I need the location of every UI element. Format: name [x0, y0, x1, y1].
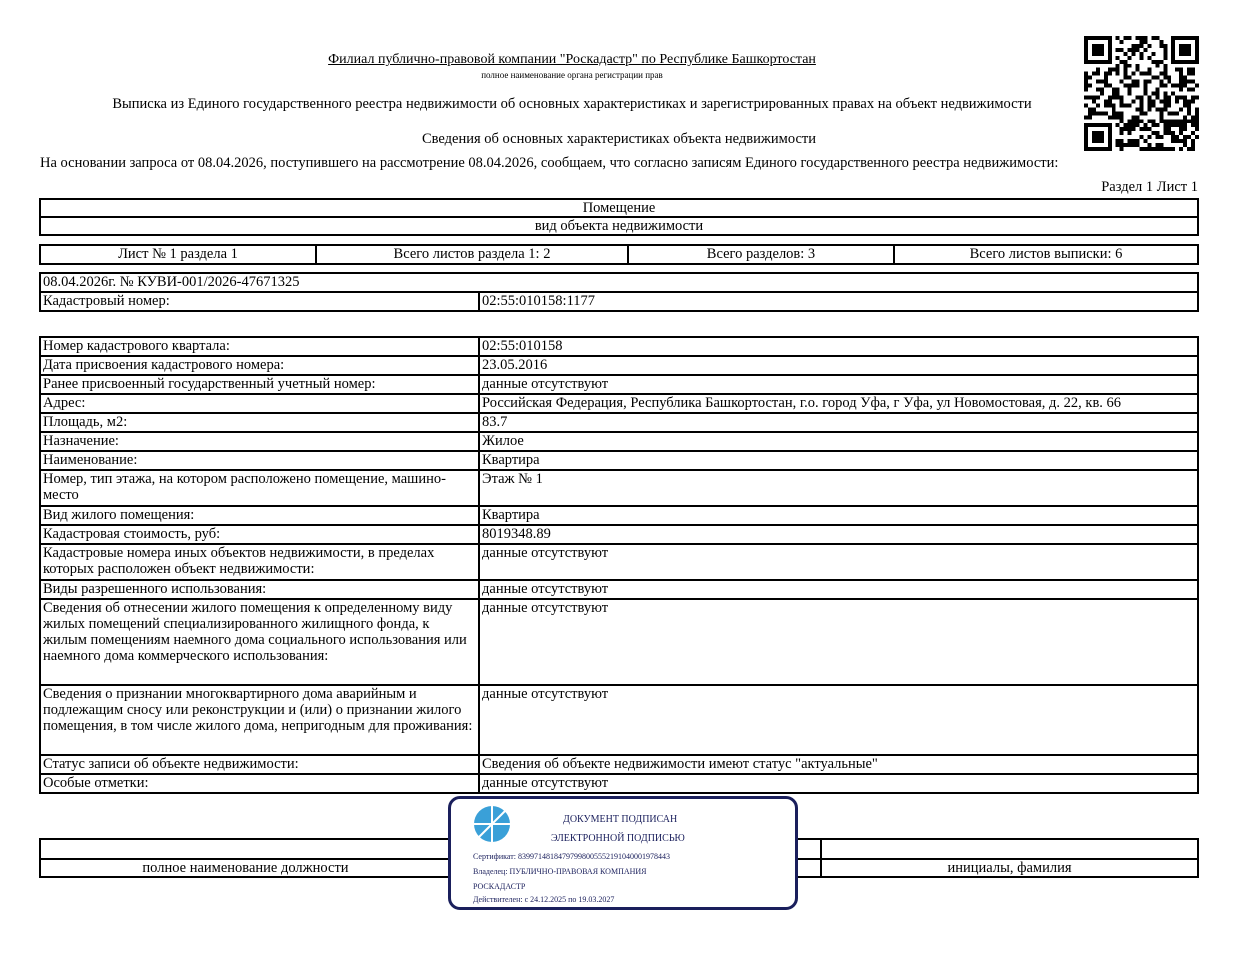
row-label: Наименование: — [40, 451, 479, 470]
stamp-certificate: Сертификат: 839971481847979980055521910400019784​43 — [473, 852, 670, 861]
table-row — [40, 506, 1198, 525]
sheets-total: Всего листов выписки: 6 — [894, 245, 1198, 264]
qr-code-icon — [1084, 36, 1199, 151]
table-row — [40, 451, 1198, 470]
table-row — [40, 544, 1198, 580]
sheet-number: Лист № 1 раздела 1 — [40, 245, 316, 264]
row-label: Назначение: — [40, 432, 479, 451]
name-caption: инициалы, фамилия — [821, 859, 1198, 877]
doc-number: 08.04.2026г. № КУВИ-001/2026-47671325 — [40, 273, 1198, 292]
sheets-table — [39, 244, 1199, 265]
basis-text: На основании запроса от 08.04.2026, поступившего на рассмотрение 08.04.2026, сообщаем, что согласно записям Единого государственного реестра недвижимости: — [40, 155, 1059, 171]
electronic-signature-stamp — [448, 796, 798, 910]
row-label: Кадастровая стоимость, руб: — [40, 525, 479, 544]
stamp-line-1: ДОКУМЕНТ ПОДПИСАН — [563, 814, 678, 825]
object-type: Помещение — [40, 199, 1198, 217]
row-value: 02:55:010158 — [479, 337, 1198, 356]
table-row — [40, 580, 1198, 599]
roskadastr-logo-icon — [473, 805, 511, 843]
object-type-caption: вид объекта недвижимости — [40, 217, 1198, 235]
sections-total: Всего разделов: 3 — [628, 245, 894, 264]
table-row — [40, 432, 1198, 451]
section-page: Раздел 1 Лист 1 — [1101, 179, 1198, 195]
table-row — [40, 337, 1198, 356]
row-label: Сведения о признании многоквартирного дома аварийным и подлежащим сносу или реконструкции и (или) о признании жилого помещения, в том числе жилого дома, непригодным для проживания: — [40, 685, 479, 755]
row-value: Жилое — [479, 432, 1198, 451]
row-value: 23.05.2016 — [479, 356, 1198, 375]
table-row — [40, 375, 1198, 394]
stamp-owner-2: РОСКАДАСТР — [473, 882, 526, 891]
cadastral-number-value: 02:55:010158:1177 — [479, 292, 1198, 311]
row-value: данные отсутствуют — [479, 544, 1198, 580]
cadastral-number-label: Кадастровый номер: — [40, 292, 479, 311]
table-row — [40, 394, 1198, 413]
row-value: Квартира — [479, 451, 1198, 470]
object-type-table — [39, 198, 1199, 236]
table-row — [40, 755, 1198, 774]
table-row — [40, 525, 1198, 544]
row-value: данные отсутствуют — [479, 375, 1198, 394]
table-row — [40, 685, 1198, 755]
sheets-in-section: Всего листов раздела 1: 2 — [316, 245, 628, 264]
stamp-line-2: ЭЛЕКТРОННОЙ ПОДПИСЬЮ — [551, 833, 685, 844]
row-value: Этаж № 1 — [479, 470, 1198, 506]
doc-info-table — [39, 272, 1199, 312]
row-label: Статус записи об объекте недвижимости: — [40, 755, 479, 774]
table-row — [40, 470, 1198, 506]
table-row — [40, 774, 1198, 793]
row-label: Дата присвоения кадастрового номера: — [40, 356, 479, 375]
stamp-valid: Действителен: с 24.12.2025 по 19.03.2027 — [473, 895, 615, 904]
row-value: Квартира — [479, 506, 1198, 525]
table-row — [40, 356, 1198, 375]
section-title: Сведения об основных характеристиках объекта недвижимости — [421, 131, 817, 147]
row-value: 8019348.89 — [479, 525, 1198, 544]
row-label: Вид жилого помещения: — [40, 506, 479, 525]
table-row — [40, 599, 1198, 685]
row-value: данные отсутствуют — [479, 774, 1198, 793]
position-caption: полное наименование должности — [40, 859, 451, 877]
row-value: данные отсутствуют — [479, 685, 1198, 755]
characteristics-table — [39, 336, 1199, 794]
org-name: Филиал публично-правовой компании "Роскадастр" по Республике Башкортостан — [328, 52, 816, 67]
org-caption: полное наименование органа регистрации прав — [481, 70, 663, 80]
row-label: Площадь, м2: — [40, 413, 479, 432]
row-label: Виды разрешенного использования: — [40, 580, 479, 599]
row-value: данные отсутствуют — [479, 599, 1198, 685]
row-label: Номер, тип этажа, на котором расположено помещение, машино-место — [40, 470, 479, 506]
row-label: Кадастровые номера иных объектов недвижимости, в пределах которых расположен объект недвижимости: — [40, 544, 479, 580]
row-label: Особые отметки: — [40, 774, 479, 793]
row-label: Адрес: — [40, 394, 479, 413]
row-value: 83.7 — [479, 413, 1198, 432]
row-label: Ранее присвоенный государственный учетный номер: — [40, 375, 479, 394]
stamp-owner: Владелец: ПУБЛИЧНО-ПРАВОВАЯ КОМПАНИЯ — [473, 867, 647, 876]
row-value: Российская Федерация, Республика Башкортостан, г.о. город Уфа, г Уфа, ул Новомостовая, д. 22, кв. 66 — [479, 394, 1198, 413]
row-label: Сведения об отнесении жилого помещения к определенному виду жилых помещений специализированного жилищного фонда, к жилым помещениям наемного дома социального использования или наемного дома коммерческого использования: — [40, 599, 479, 685]
extract-title: Выписка из Единого государственного реестра недвижимости об основных характеристиках и зарегистрированных правах на объект недвижимости — [112, 96, 1032, 112]
row-value: данные отсутствуют — [479, 580, 1198, 599]
row-label: Номер кадастрового квартала: — [40, 337, 479, 356]
table-row — [40, 413, 1198, 432]
row-value: Сведения об объекте недвижимости имеют статус "актуальные" — [479, 755, 1198, 774]
